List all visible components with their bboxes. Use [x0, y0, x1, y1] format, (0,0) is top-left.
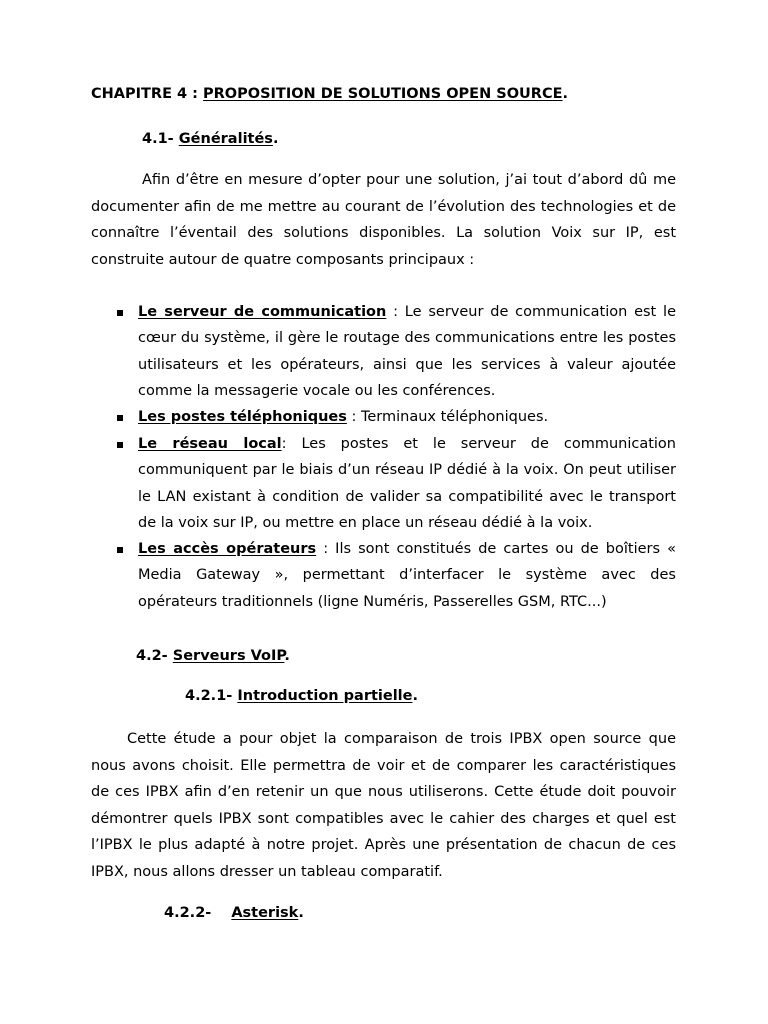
- bullet-text: : Terminaux téléphoniques.: [346, 409, 549, 425]
- section-suffix: .: [298, 905, 304, 921]
- section-4-2-2-heading: [164, 905, 304, 921]
- bullet-text: : Ils sont constitués de cartes ou de boîtiers « Media Gateway », permettant d’interfacer le système avec des opérateurs traditionnels (ligne Numéris, Passerelles GSM, RTC...): [138, 541, 676, 610]
- section-4-1-heading: [142, 131, 278, 147]
- bullet-text: : Les postes et le serveur de communication communiquent par le biais d’un réseau IP dédié à la voix. On peut utiliser le LAN existant à condition de valider sa compatibilité avec le transport de la voix sur IP, ou mettre en place un réseau dédié à la voix.: [138, 436, 676, 531]
- section-4-2-1-heading: [185, 688, 418, 704]
- section-title: Introduction partielle: [237, 688, 413, 704]
- section-suffix: .: [272, 131, 279, 147]
- section-number: 4.2.2-: [164, 905, 212, 921]
- bullet-text: : Le serveur de communication est le cœur du système, il gère le routage des communications entre les postes utilisateurs et les opérateurs, ainsi que les services à valeur ajoutée comme la messagerie vocale ou les conférences.: [138, 304, 676, 399]
- section-title: Généralités: [178, 131, 273, 147]
- section-suffix: .: [412, 688, 418, 704]
- section-suffix: .: [284, 648, 290, 664]
- bullet-item-serveur: [138, 299, 676, 404]
- section-title: Serveurs VoIP: [172, 648, 285, 664]
- bullet-marker: [117, 547, 123, 553]
- section-number: 4.2-: [136, 648, 173, 664]
- bullet-label: Les postes téléphoniques: [138, 409, 347, 425]
- section-4-1-paragraph: Afin d’être en mesure d’opter pour une solution, j’ai tout d’abord dû me documenter afin de me mettre au courant de l’évolution des technologies et de connaître l’éventail des solutions disponibles. La solution Voix sur IP, est construite autour de quatre composants principaux :: [91, 172, 676, 268]
- chapter-suffix: .: [562, 86, 569, 102]
- chapter-heading: [91, 86, 568, 102]
- section-4-2-1-paragraph: Cette étude a pour objet la comparaison de trois IPBX open source que nous avons choisit. Elle permettra de voir et de comparer les caractéristiques de ces IPBX afin d’en retenir un que nous utiliserons. Cette étude doit pouvoir démontrer quels IPBX sont compatibles avec le cahier des charges et quel est l’IPBX le plus adapté à notre projet. Après une présentation de chacun de ces IPBX, nous allons dresser un tableau comparatif.: [91, 731, 676, 880]
- section-number: 4.1-: [142, 131, 179, 147]
- chapter-prefix: CHAPITRE 4 :: [91, 86, 204, 102]
- bullet-label: Le serveur de communication: [138, 304, 387, 320]
- bullet-item-postes: [138, 404, 676, 430]
- bullet-label: Les accès opérateurs: [138, 541, 317, 557]
- bullet-item-acces: [138, 536, 676, 615]
- chapter-title: PROPOSITION DE SOLUTIONS OPEN SOURCE: [203, 86, 563, 102]
- bullet-item-reseau: [138, 431, 676, 536]
- section-4-2-heading: [136, 648, 290, 664]
- bullet-marker: [117, 310, 123, 316]
- section-title: Asterisk: [231, 905, 299, 921]
- bullet-label: Le réseau local: [138, 436, 282, 452]
- bullet-marker: [117, 442, 123, 448]
- section-number: 4.2.1-: [185, 688, 238, 704]
- bullet-marker: [117, 415, 123, 421]
